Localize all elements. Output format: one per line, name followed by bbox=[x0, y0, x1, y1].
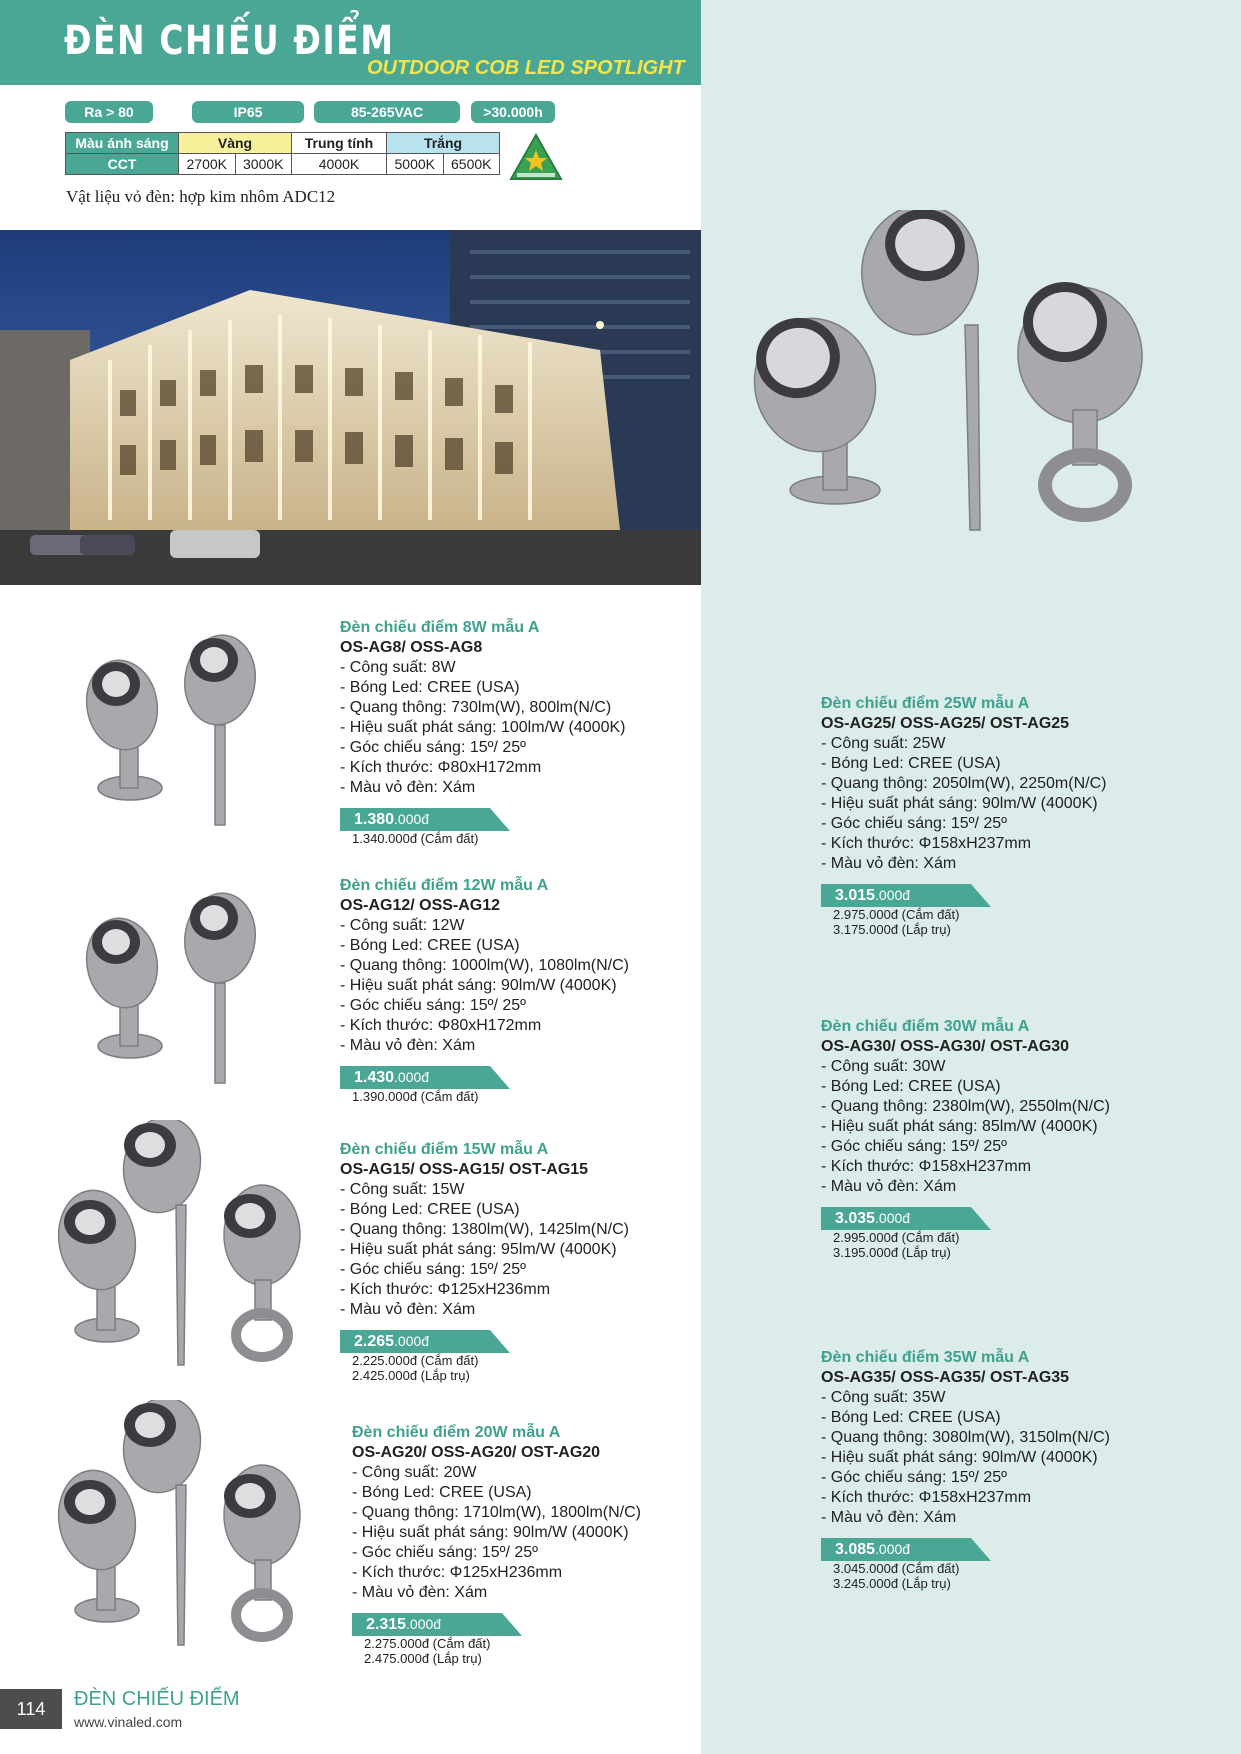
price-suffix: .000đ bbox=[406, 1616, 442, 1632]
product-code: OS-AG30/ OSS-AG30/ OST-AG30 bbox=[821, 1038, 1070, 1055]
price-main: 2.315 bbox=[366, 1616, 407, 1633]
spec-line: - Góc chiếu sáng: 15º/ 25º bbox=[340, 1261, 527, 1278]
certification-logo bbox=[509, 133, 563, 183]
cct-row1-label: Màu ánh sáng bbox=[66, 133, 179, 154]
product-code: OS-AG15/ OSS-AG15/ OST-AG15 bbox=[340, 1161, 589, 1178]
spec-line: - Màu vỏ đèn: Xám bbox=[821, 1509, 957, 1526]
cct-value: 5000K bbox=[387, 154, 444, 175]
price-tag bbox=[340, 808, 510, 831]
spec-line: - Màu vỏ đèn: Xám bbox=[821, 855, 957, 872]
alt-price: 3.245.000đ (Lắp trụ) bbox=[833, 1576, 951, 1591]
product-title: Đèn chiếu điểm 30W mẫu A bbox=[821, 1018, 1030, 1035]
badge-cri: Ra > 80 bbox=[65, 101, 153, 123]
spec-line: - Quang thông: 1000lm(W), 1080lm(N/C) bbox=[340, 957, 629, 974]
spec-line: - Bóng Led: CREE (USA) bbox=[821, 755, 1001, 772]
price-suffix: .000đ bbox=[875, 1210, 911, 1226]
building-photo bbox=[0, 230, 701, 585]
spec-line: - Bóng Led: CREE (USA) bbox=[340, 679, 520, 696]
spec-line: - Quang thông: 1380lm(W), 1425lm(N/C) bbox=[340, 1221, 629, 1238]
alt-price: 2.225.000đ (Cắm đất) bbox=[352, 1353, 479, 1368]
price-tag bbox=[821, 884, 991, 907]
price-main: 3.085 bbox=[835, 1541, 876, 1558]
spec-line: - Kích thước: Φ125xH236mm bbox=[340, 1281, 551, 1298]
page-number: 114 bbox=[0, 1689, 62, 1729]
page-header bbox=[0, 0, 701, 85]
spec-line: - Công suất: 12W bbox=[340, 917, 465, 934]
spec-line: - Quang thông: 1710lm(W), 1800lm(N/C) bbox=[352, 1504, 641, 1521]
spec-line: - Quang thông: 2050lm(W), 2250m(N/C) bbox=[821, 775, 1107, 792]
price-suffix: .000đ bbox=[394, 1069, 430, 1085]
cct-value: 4000K bbox=[292, 154, 387, 175]
price-suffix: .000đ bbox=[394, 811, 430, 827]
spec-line: - Bóng Led: CREE (USA) bbox=[821, 1078, 1001, 1095]
price-suffix: .000đ bbox=[875, 1541, 911, 1557]
price-tag bbox=[821, 1538, 991, 1561]
price-main: 3.035 bbox=[835, 1210, 876, 1227]
product-25w bbox=[821, 694, 1106, 937]
spec-line: - Góc chiếu sáng: 15º/ 25º bbox=[821, 1138, 1008, 1155]
product-code: OS-AG20/ OSS-AG20/ OST-AG20 bbox=[352, 1444, 601, 1461]
badge-voltage: 85-265VAC bbox=[314, 101, 460, 123]
spec-line: - Góc chiếu sáng: 15º/ 25º bbox=[340, 739, 527, 756]
price-main: 1.430 bbox=[354, 1069, 395, 1086]
price-tag bbox=[340, 1066, 510, 1089]
spec-line: - Công suất: 30W bbox=[821, 1058, 946, 1075]
product-20w bbox=[352, 1423, 641, 1666]
spec-line: - Hiệu suất phát sáng: 90lm/W (4000K) bbox=[352, 1524, 629, 1541]
cct-row2-label: CCT bbox=[66, 154, 179, 175]
price-suffix: .000đ bbox=[394, 1333, 430, 1349]
spec-line: - Quang thông: 3080lm(W), 3150lm(N/C) bbox=[821, 1429, 1110, 1446]
price-main: 1.380 bbox=[354, 811, 395, 828]
product-title: Đèn chiếu điểm 25W mẫu A bbox=[821, 695, 1030, 712]
spec-line: - Màu vỏ đèn: Xám bbox=[352, 1584, 488, 1601]
product-title: Đèn chiếu điểm 8W mẫu A bbox=[340, 619, 540, 636]
spec-line: - Hiệu suất phát sáng: 100lm/W (4000K) bbox=[340, 719, 626, 736]
footer-section-title: ĐÈN CHIẾU ĐIỂM bbox=[74, 1688, 240, 1710]
spec-line: - Hiệu suất phát sáng: 90lm/W (4000K) bbox=[821, 1449, 1098, 1466]
price-main: 3.015 bbox=[835, 887, 876, 904]
page-title: ĐÈN CHIẾU ĐIỂM bbox=[64, 18, 395, 64]
cct-white-header: Trắng bbox=[387, 133, 500, 154]
product-title: Đèn chiếu điểm 12W mẫu A bbox=[340, 877, 549, 894]
spec-line: - Góc chiếu sáng: 15º/ 25º bbox=[821, 1469, 1008, 1486]
product-8w bbox=[340, 618, 625, 846]
badge-lifetime: >30.000h bbox=[471, 101, 555, 123]
material-note: Vật liệu vỏ đèn: hợp kim nhôm ADC12 bbox=[66, 187, 336, 206]
alt-price: 1.390.000đ (Cắm đất) bbox=[352, 1089, 479, 1104]
spec-line: - Quang thông: 730lm(W), 800lm(N/C) bbox=[340, 699, 612, 716]
price-tag bbox=[340, 1330, 510, 1353]
alt-price: 3.045.000đ (Cắm đất) bbox=[833, 1561, 960, 1576]
cct-neutral-header: Trung tính bbox=[292, 133, 387, 154]
footer-url[interactable]: www.vinaled.com bbox=[74, 1714, 183, 1730]
spec-line: - Công suất: 15W bbox=[340, 1181, 465, 1198]
product-code: OS-AG8/ OSS-AG8 bbox=[340, 639, 483, 656]
spec-line: - Bóng Led: CREE (USA) bbox=[352, 1484, 532, 1501]
alt-price: 3.195.000đ (Lắp trụ) bbox=[833, 1245, 951, 1260]
spec-line: - Kích thước: Φ158xH237mm bbox=[821, 835, 1032, 852]
spec-line: - Hiệu suất phát sáng: 90lm/W (4000K) bbox=[821, 795, 1098, 812]
product-code: OS-AG35/ OSS-AG35/ OST-AG35 bbox=[821, 1369, 1070, 1386]
spec-line: - Hiệu suất phát sáng: 85lm/W (4000K) bbox=[821, 1118, 1098, 1135]
product-code: OS-AG25/ OSS-AG25/ OST-AG25 bbox=[821, 715, 1070, 732]
product-15w bbox=[340, 1140, 629, 1383]
spec-line: - Công suất: 20W bbox=[352, 1464, 477, 1481]
spec-line: - Kích thước: Φ80xH172mm bbox=[340, 1017, 542, 1034]
alt-price: 2.275.000đ (Cắm đất) bbox=[364, 1636, 491, 1651]
cct-table bbox=[65, 132, 500, 175]
spec-line: - Kích thước: Φ80xH172mm bbox=[340, 759, 542, 776]
spec-line: - Bóng Led: CREE (USA) bbox=[340, 1201, 520, 1218]
cct-yellow-header: Vàng bbox=[179, 133, 292, 154]
spec-line: - Kích thước: Φ158xH237mm bbox=[821, 1489, 1032, 1506]
product-30w bbox=[821, 1017, 1110, 1260]
spec-line: - Công suất: 35W bbox=[821, 1389, 946, 1406]
product-35w bbox=[821, 1348, 1110, 1591]
alt-price: 3.175.000đ (Lắp trụ) bbox=[833, 922, 951, 937]
cct-value: 6500K bbox=[443, 154, 500, 175]
badge-ip: IP65 bbox=[192, 101, 304, 123]
spec-line: - Bóng Led: CREE (USA) bbox=[821, 1409, 1001, 1426]
spec-line: - Quang thông: 2380lm(W), 2550lm(N/C) bbox=[821, 1098, 1110, 1115]
spec-line: - Màu vỏ đèn: Xám bbox=[340, 1301, 476, 1318]
product-image-8w bbox=[80, 630, 270, 830]
alt-price: 1.340.000đ (Cắm đất) bbox=[352, 831, 479, 846]
spec-line: - Màu vỏ đèn: Xám bbox=[340, 1037, 476, 1054]
spec-line: - Góc chiếu sáng: 15º/ 25º bbox=[340, 997, 527, 1014]
alt-price: 2.995.000đ (Cắm đất) bbox=[833, 1230, 960, 1245]
alt-price: 2.425.000đ (Lắp trụ) bbox=[352, 1368, 470, 1383]
product-image-20w bbox=[52, 1400, 312, 1650]
spec-line: - Màu vỏ đèn: Xám bbox=[340, 779, 476, 796]
page-subtitle: OUTDOOR COB LED SPOTLIGHT bbox=[367, 57, 685, 79]
spec-line: - Công suất: 8W bbox=[340, 659, 456, 676]
price-main: 2.265 bbox=[354, 1333, 395, 1350]
product-image-15w bbox=[52, 1120, 312, 1370]
price-tag bbox=[352, 1613, 522, 1636]
spec-line: - Hiệu suất phát sáng: 90lm/W (4000K) bbox=[340, 977, 617, 994]
product-title: Đèn chiếu điểm 20W mẫu A bbox=[352, 1424, 561, 1441]
product-code: OS-AG12/ OSS-AG12 bbox=[340, 897, 501, 914]
product-title: Đèn chiếu điểm 35W mẫu A bbox=[821, 1349, 1030, 1366]
hero-product-image bbox=[740, 210, 1180, 540]
alt-price: 2.475.000đ (Lắp trụ) bbox=[364, 1651, 482, 1666]
spec-line: - Kích thước: Φ158xH237mm bbox=[821, 1158, 1032, 1175]
cct-value: 2700K bbox=[179, 154, 236, 175]
cct-value: 3000K bbox=[235, 154, 292, 175]
price-tag bbox=[821, 1207, 991, 1230]
price-suffix: .000đ bbox=[875, 887, 911, 903]
spec-line: - Công suất: 25W bbox=[821, 735, 946, 752]
spec-line: - Bóng Led: CREE (USA) bbox=[340, 937, 520, 954]
spec-line: - Kích thước: Φ125xH236mm bbox=[352, 1564, 563, 1581]
product-12w bbox=[340, 876, 629, 1104]
product-title: Đèn chiếu điểm 15W mẫu A bbox=[340, 1141, 549, 1158]
spec-line: - Góc chiếu sáng: 15º/ 25º bbox=[352, 1544, 539, 1561]
spec-line: - Góc chiếu sáng: 15º/ 25º bbox=[821, 815, 1008, 832]
spec-line: - Màu vỏ đèn: Xám bbox=[821, 1178, 957, 1195]
spec-line: - Hiệu suất phát sáng: 95lm/W (4000K) bbox=[340, 1241, 617, 1258]
product-image-12w bbox=[80, 888, 270, 1088]
alt-price: 2.975.000đ (Cắm đất) bbox=[833, 907, 960, 922]
